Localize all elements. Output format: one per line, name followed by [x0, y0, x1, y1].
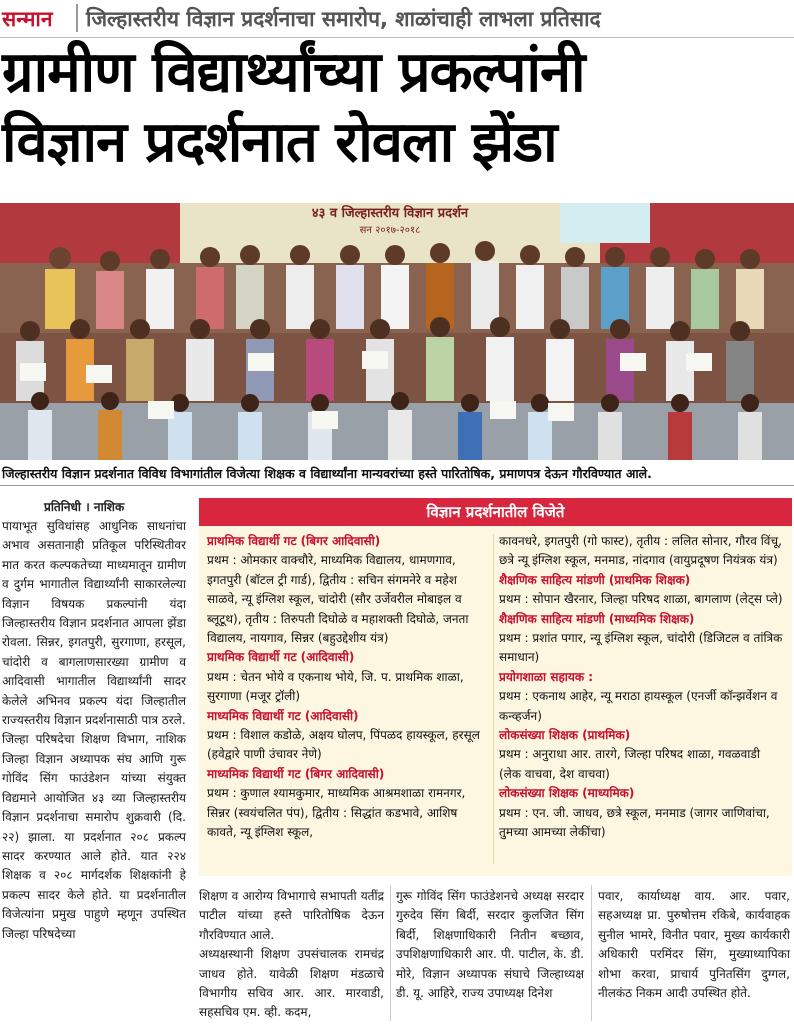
photo-caption: जिल्हास्तरीय विज्ञान प्रदर्शनात विविध विभागांतील विजेत्या शिक्षक व विद्यार्थ्यांना मान्यवरांच्या हस्ते पारितोषिक, प्रमाणपत्र देऊन गौरविण्यात आले. [0, 460, 794, 486]
winner-entry: प्रथम : कुणाल श्यामकुमार, माध्यमिक आश्रमशाळा रामनगर, सिन्नर (स्वयंचलित पंप), द्वितीय : सिद्धांत कडभावे, आशिष कावते, न्यू इंग्लिश स्कूल, [207, 786, 466, 840]
article-paragraph: शिक्षण व आरोग्य विभागाचे सभापती यतींद्र पाटील यांच्या हस्ते पारितोषिक देऊन गौरविण्यात आले. [199, 889, 384, 942]
column-rule [390, 885, 391, 1021]
byline: प्रतिनिधी । नाशिक [44, 500, 125, 514]
article-paragraph: पवार, कार्याध्यक्ष वाय. आर. पवार, सहअध्यक्ष प्रा. पुरुषोत्तम रकिबे, कार्यवाहक सुनील भामरे, विनीत पवार, मुख्य कार्यकारी अधिकारी परमिंदर सिंग, मुख्याध्यापिका शोभा करवा, प्राचार्य पुनितसिंग दुग्गल, नीलकंठ निकम आदी उपस्थित होते. [598, 889, 790, 1001]
winners-title: विज्ञान प्रदर्शनातील विजेते [199, 498, 792, 526]
article-column-3 [396, 887, 584, 1003]
winner-entry: कावनधरे, इगतपुरी (गो फास्ट), तृतीय : ललित सोनार, गौरव विंचू, छत्रे न्यू इंग्लिश स्कूल, मनमाड, नांदगाव (वायुप्रदूषण नियंत्रक यंत्र) [499, 534, 782, 568]
winner-entry: प्रथम : विशाल कडोळे, अक्षय घोलप, पिंपळद हायस्कूल, हरसूल (हवेद्वारे पाणी उंचावर नेणे) [207, 728, 480, 762]
winner-entry: प्रथम : एन. जी. जाधव, छत्रे स्कूल, मनमाड (जागर जाणिवांचा, तुमच्या आमच्या लेकींचा) [499, 805, 770, 840]
winner-entry: प्रथम : सोपान खैरनार, जिल्हा परिषद शाळा, बागलाण (लेट्स प्ले) [499, 592, 783, 607]
headline-line-2: विज्ञान प्रदर्शनात रोवला झेंडा [2, 110, 557, 175]
kicker-subhead: जिल्हास्तरीय विज्ञान प्रदर्शनाचा समारोप, शाळांचाही लाभला प्रतिसाद [86, 7, 601, 31]
winner-entry: प्रथम : अनुराधा आर. तारगे, जिल्हा परिषद शाळा, गवळवाडी (लेक वाचवा, देश वाचवा) [499, 747, 760, 781]
article-paragraph: अध्यक्षस्थानी शिक्षण उपसंचालक रामचंद्र जाधव होते. यावेळी शिक्षण मंडळाचे विभागीय सचिव आर. आर. मारवाडी, सहसचिव एम. व्ही. कदम, [199, 947, 384, 1020]
winners-left-column [207, 532, 489, 843]
winners-box [199, 498, 792, 876]
group-photo-illustration [0, 203, 794, 460]
section-tag: सन्मान [2, 7, 53, 31]
winner-category: शैक्षणिक साहित्य मांडणी (प्राथमिक शिक्षक) [499, 572, 691, 587]
winner-category: लोकसंख्या शिक्षक (प्राथमिक) [499, 728, 631, 743]
winners-right-column [499, 532, 784, 843]
article-paragraph: पायाभूत सुविधांसह आधुनिक साधनांचा अभाव असतानाही प्रतिकूल परिस्थितीवर मात करत कल्पकतेच्या माध्यमातून ग्रामीण व दुर्गम भागातील विद्यार्थ्यांनी साकारलेल्या विज्ञान विषयक प्रकल्पांनी यंदा जिल्हास्तरीय विज्ञान प्रदर्शनात आपला झेंडा रोवला. सिन्नर, इगतपुरी, सुरगाणा, हरसूल, चांदोरी व बागलाणसारख्या ग्रामीण व आदिवासी भागातील विद्यार्थ्यांनी सादर केलेले अभिनव प्रकल्प यंदा जिल्हातील राज्यस्तरीय विज्ञान प्रदर्शनासाठी पात्र ठरले. [2, 519, 186, 728]
winner-entry: प्रथम : ओमकार वाक्चौरे, माध्यमिक विद्यालय, धामणगाव, इगतपुरी (बॉटल ट्री गार्ड), द्वितीय : सचिन संगमनेरे व महेश साळवे, न्यू इंग्लिश स्कूल, चांदोरी (सौर उर्जेवरील मोबाइल व ब्लूटूथ), तृतीय : तिरुपती दिघोळे व महाशक्ती दिघोळे, जनता विद्यालय, नायगाव, सिन्नर (बहुउद्देशीय यंत्र) [207, 553, 469, 646]
winner-category: प्राथमिक विद्यार्थी गट (आदिवासी) [207, 650, 355, 665]
winner-category: माध्यमिक विद्यार्थी गट (बिगर आदिवासी) [207, 766, 385, 781]
winner-category: शैक्षणिक साहित्य मांडणी (माध्यमिक शिक्षक) [499, 611, 695, 626]
winner-entry: प्रथम : चेतन भोये व एकनाथ भोये, जि. प. प्राथमिक शाळा, सुरगाणा (मजूर ट्रॉली) [207, 669, 464, 704]
winner-category: प्राथमिक विद्यार्थी गट (बिगर आदिवासी) [207, 534, 381, 548]
winner-category: लोकसंख्या शिक्षक (माध्यमिक) [499, 786, 635, 801]
article-column-4 [598, 887, 790, 1003]
winner-entry: प्रथम : प्रशांत पगार, न्यू इंग्लिश स्कूल, चांदोरी (डिजिटल व तांत्रिक समाधान) [499, 631, 783, 665]
headline-line-1: ग्रामीण विद्यार्थ्यांच्या प्रकल्पांनी [2, 40, 585, 105]
kicker-strip [0, 0, 794, 38]
article-column-2 [199, 887, 384, 1023]
winner-category: प्रयोगशाळा सहायक : [499, 669, 594, 684]
article-column-1 [2, 517, 186, 944]
news-photo [0, 203, 794, 460]
banner-text-1: ४३ व जिल्हास्तरीय विज्ञान प्रदर्शन [311, 206, 469, 221]
kicker-divider [76, 4, 78, 32]
banner-text-2: सन २०१७-२०१८ [359, 225, 421, 236]
article-paragraph: जिल्हा परिषदेचा शिक्षण विभाग, नाशिक जिल्हा विज्ञान अध्यापक संघ आणि गुरू गोविंद सिंग फाउंडेशन यांच्या संयुक्त विद्यमाने आयोजित ४३ व्या जिल्हास्तरीय विज्ञान प्रदर्शनाचा समारोप शुक्रवारी (दि. २२) झाला. या प्रदर्शनात २०८ प्रकल्प सादर करण्यात आले होते. यात २२४ शिक्षक व २०८ मार्गदर्शक शिक्षकांनी हे प्रकल्प सादर केले होते. या प्रदर्शनातील विजेत्यांना प्रमुख पाहुणे म्हणून उपस्थित जिल्हा परिषदेच्या [2, 732, 186, 941]
winners-divider [493, 534, 494, 864]
article-paragraph: गुरू गोविंद सिंग फाउंडेशनचे अध्यक्ष सरदार गुरुदेव सिंग बिर्दी, सरदार कुलजित सिंग बिर्दी, शिक्षणाधिकारी नितीन बच्छाव, उपशिक्षणाधिकारी आर. पी. पाटील, के. डी. मोरे, विज्ञान अध्यापक संघाचे जिल्हाध्यक्ष डी. यू. आहिरे, राज्य उपाध्यक्ष दिनेश [396, 889, 584, 1001]
column-rule [591, 885, 592, 1021]
winner-category: माध्यमिक विद्यार्थी गट (आदिवासी) [207, 708, 359, 723]
winner-entry: प्रथम : एकनाथ आहेर, न्यू मराठा हायस्कूल (एनर्जी कॉन्झर्वेशन व कन्व्हर्जन) [499, 689, 778, 723]
